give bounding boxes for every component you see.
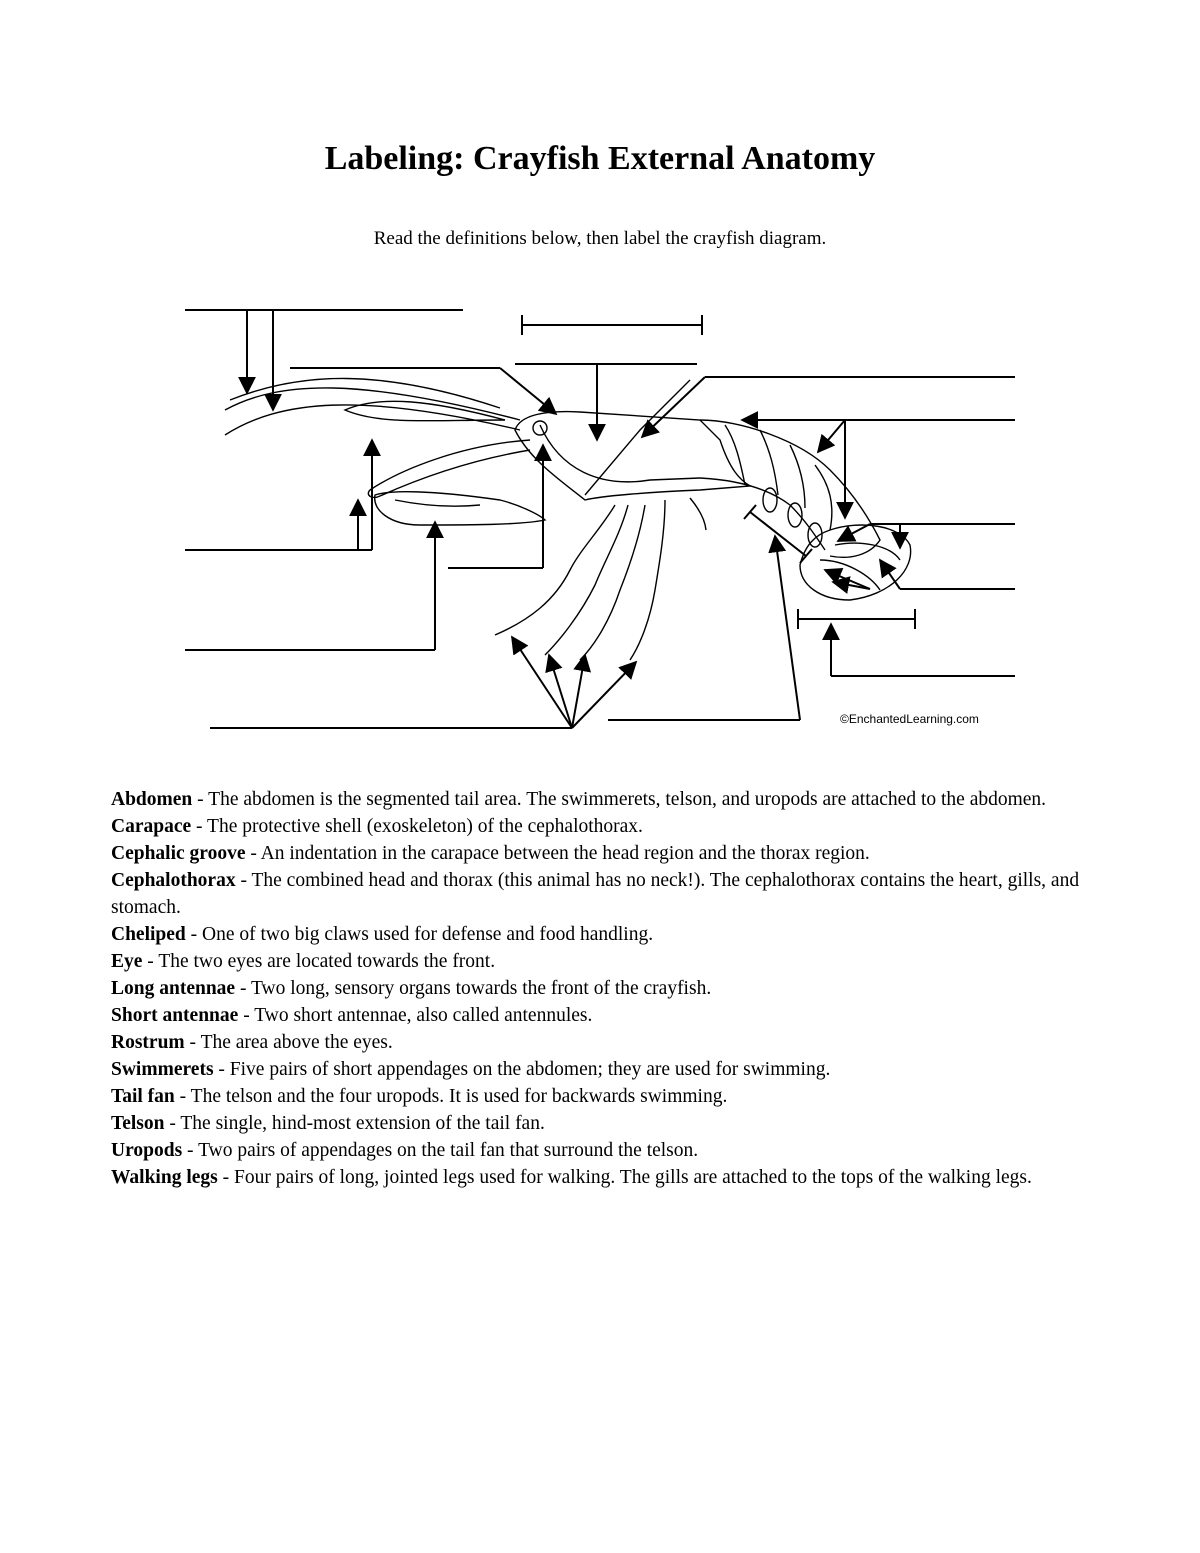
definition-term: Carapace — [111, 816, 192, 837]
definition-text: - Two pairs of appendages on the tail fan that surround the telson. — [182, 1140, 699, 1161]
copyright-notice: ©EnchantedLearning.com — [840, 712, 979, 726]
definition-text: - One of two big claws used for defense and food handling. — [185, 924, 654, 945]
definition-item — [111, 1029, 1101, 1056]
definition-item — [111, 867, 1101, 921]
definition-term: Cephalic groove — [111, 843, 246, 864]
definition-term: Eye — [111, 951, 143, 972]
definition-text: - Four pairs of long, jointed legs used for walking. The gills are attached to the tops of the walking legs. — [217, 1167, 1032, 1188]
definition-item — [111, 1110, 1101, 1137]
definition-term: Abdomen — [111, 789, 193, 810]
instructions: Read the definitions below, then label the crayfish diagram. — [373, 228, 827, 249]
definition-item — [111, 1164, 1101, 1191]
definition-item — [111, 1002, 1101, 1029]
crayfish-diagram — [0, 290, 1200, 750]
label-lines — [185, 310, 1015, 728]
definition-term: Telson — [111, 1113, 165, 1134]
definition-text: - The area above the eyes. — [184, 1032, 393, 1053]
definition-text: - The combined head and thorax (this animal has no neck!). The cephalothorax contains the heart, gills, and stomach. — [111, 870, 1080, 918]
definition-term: Long antennae — [111, 978, 236, 999]
definition-term: Cheliped — [111, 924, 186, 945]
definitions-list — [111, 786, 1101, 1191]
definition-text: - Five pairs of short appendages on the abdomen; they are used for swimming. — [213, 1059, 831, 1080]
definition-text: - The protective shell (exoskeleton) of the cephalothorax. — [191, 816, 643, 837]
definition-item — [111, 786, 1101, 813]
definition-item — [111, 813, 1101, 840]
definition-term: Short antennae — [111, 1005, 239, 1026]
definition-item — [111, 948, 1101, 975]
definition-text: - The abdomen is the segmented tail area. The swimmerets, telson, and uropods are attached to the abdomen. — [192, 789, 1047, 810]
definition-item — [111, 840, 1101, 867]
definition-term: Swimmerets — [111, 1059, 214, 1080]
definition-term: Uropods — [111, 1140, 183, 1161]
definition-term: Rostrum — [111, 1032, 185, 1053]
definition-item — [111, 921, 1101, 948]
definition-item — [111, 1083, 1101, 1110]
page-title: Labeling: Crayfish External Anatomy — [324, 140, 876, 177]
definition-text: - Two short antennae, also called antennules. — [238, 1005, 593, 1026]
definition-term: Walking legs — [111, 1167, 218, 1188]
definition-text: - The telson and the four uropods. It is used for backwards swimming. — [174, 1086, 728, 1107]
definition-item — [111, 1056, 1101, 1083]
definition-term: Tail fan — [111, 1086, 175, 1107]
definition-term: Cephalothorax — [111, 870, 236, 891]
definition-item — [111, 975, 1101, 1002]
definition-text: - Two long, sensory organs towards the front of the crayfish. — [235, 978, 712, 999]
definition-text: - An indentation in the carapace between the head region and the thorax region. — [245, 843, 870, 864]
definition-item — [111, 1137, 1101, 1164]
definition-text: - The two eyes are located towards the front. — [142, 951, 496, 972]
definition-text: - The single, hind-most extension of the tail fan. — [164, 1113, 545, 1134]
